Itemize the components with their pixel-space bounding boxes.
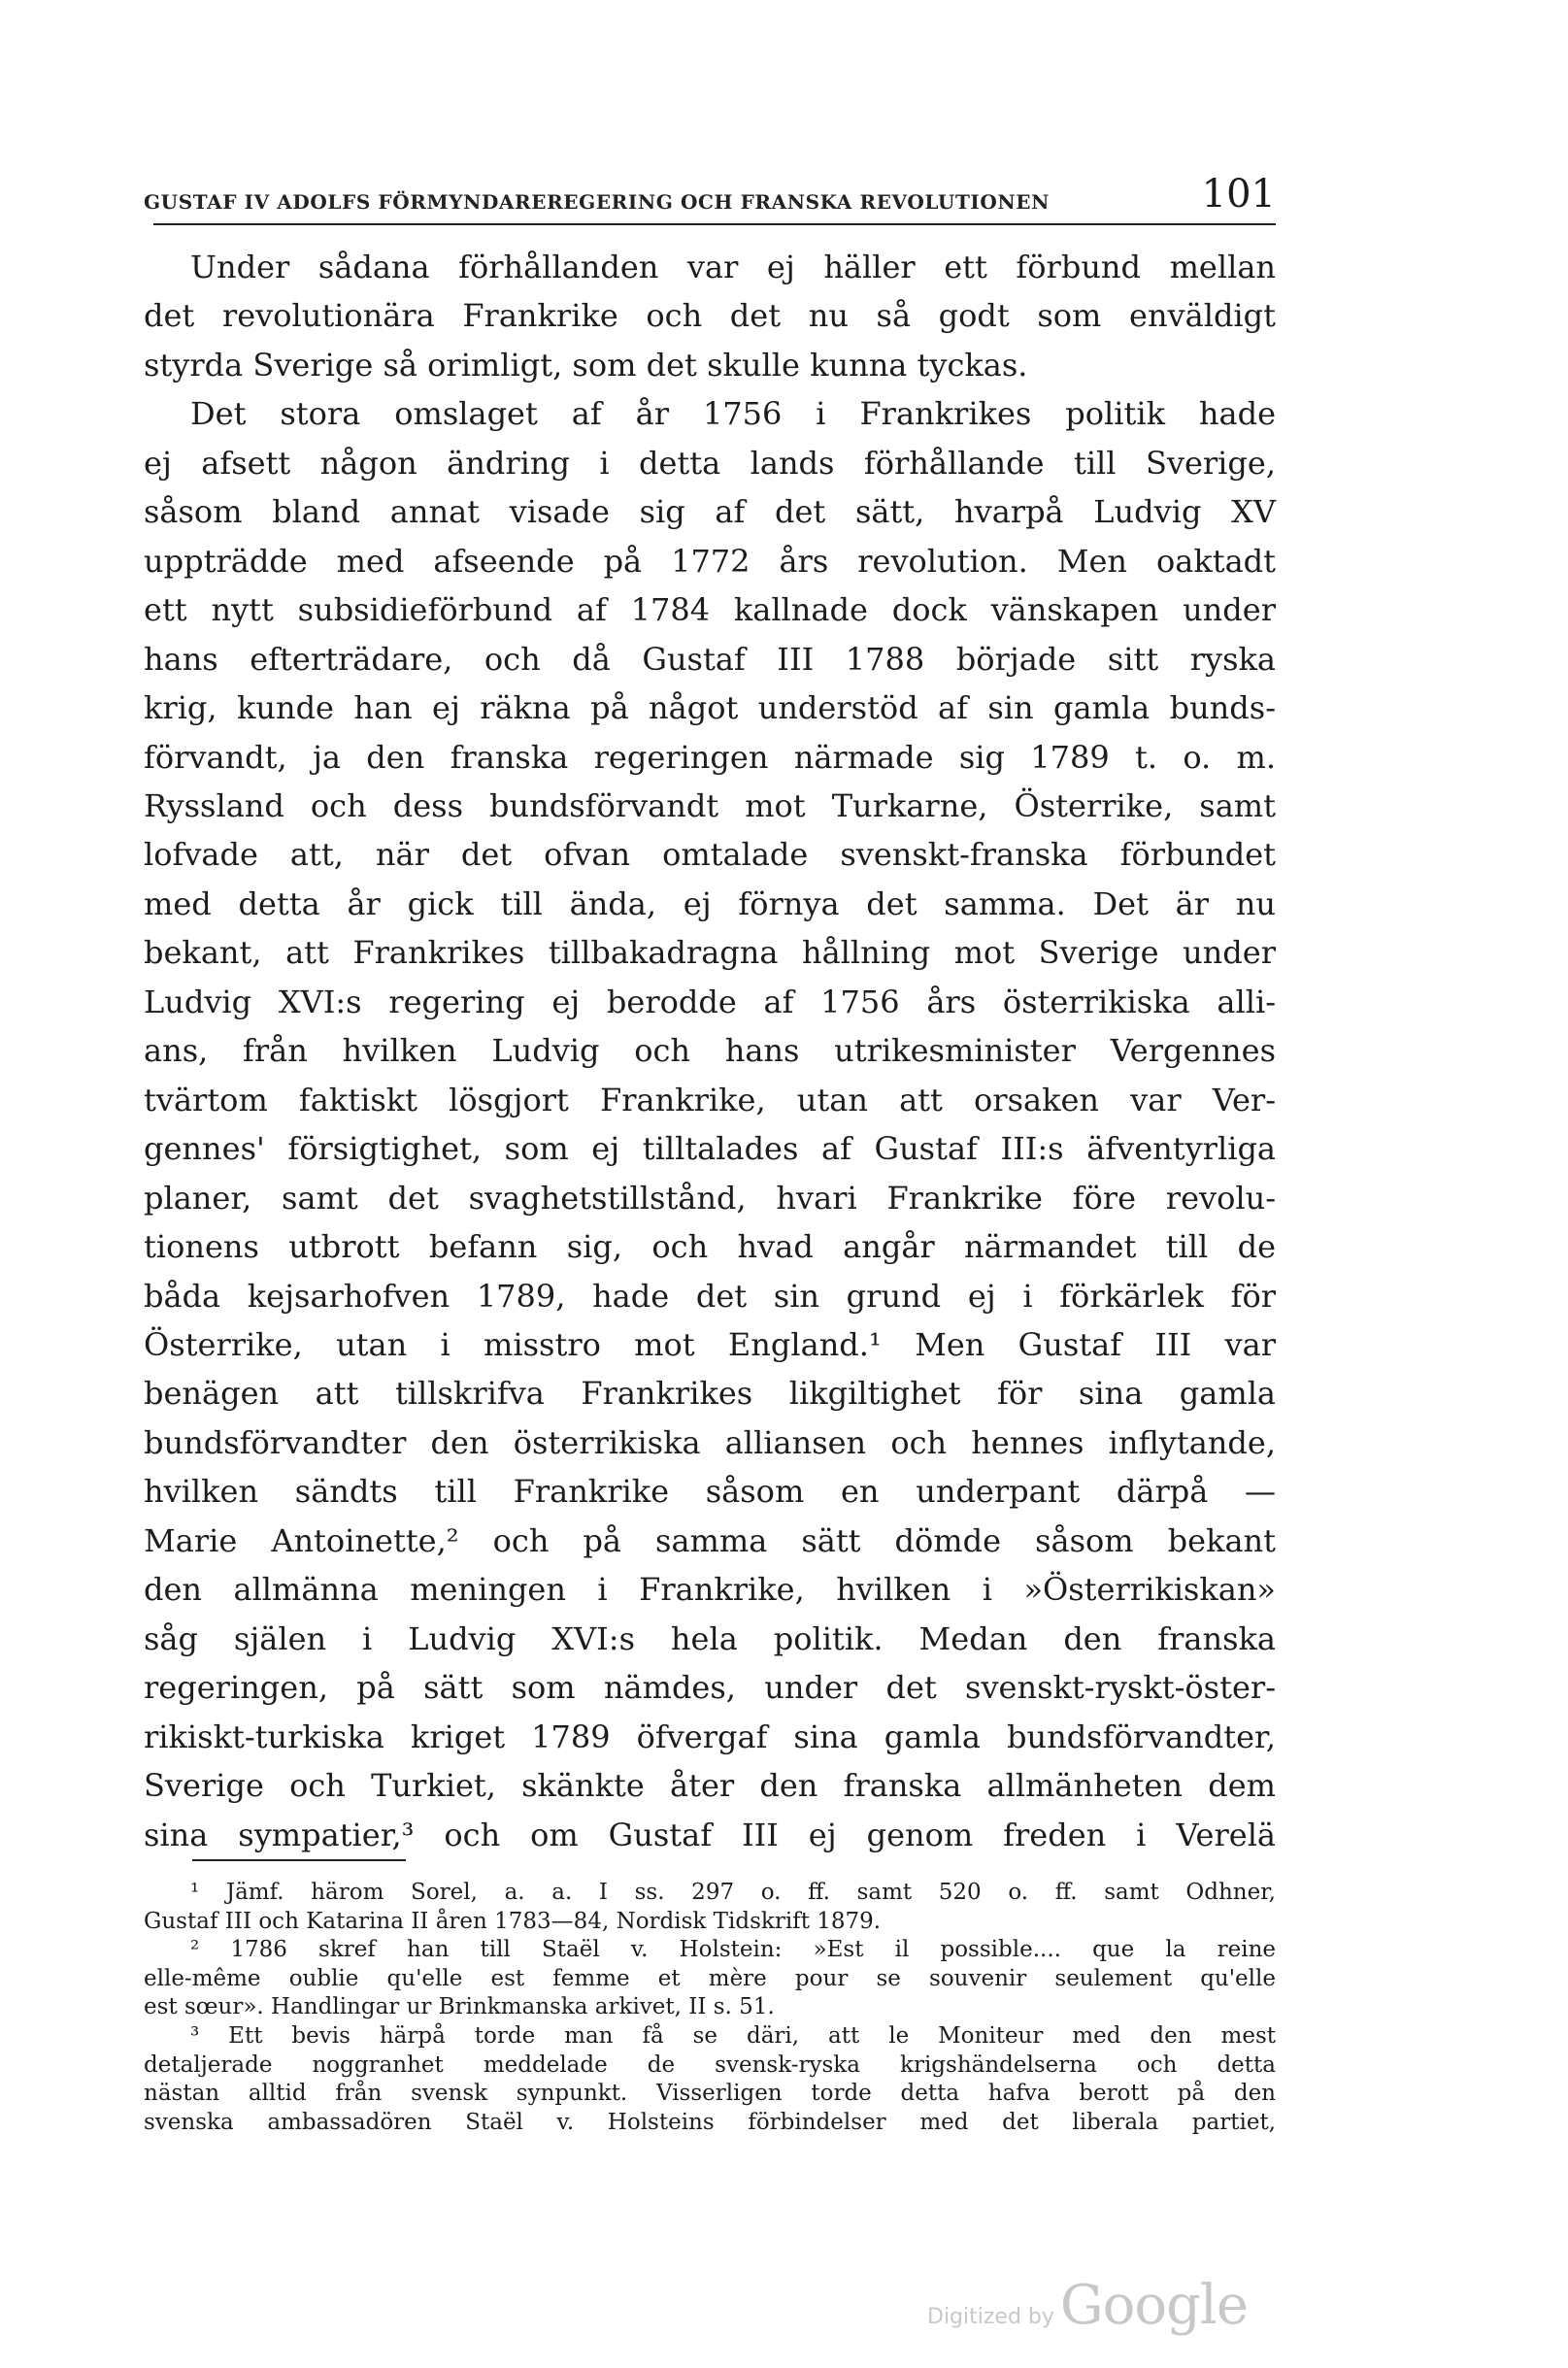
footnote-line: elle-même oublie qu'elle est femme et mère pour se souvenir seulement qu'elle: [144, 1965, 1276, 1991]
footnote-line: nästan alltid från svensk synpunkt. Visserligen torde detta hafva berott på den: [144, 2081, 1276, 2107]
body-line: styrda Sverige så orimligt, som det skulle kunna tyckas.: [144, 346, 1028, 384]
body-line: krig, kunde han ej räkna på något understöd af sin gamla bunds-: [144, 689, 1276, 727]
body-line: tvärtom faktiskt lösgjort Frankrike, utan att orsaken var Ver-: [144, 1081, 1276, 1118]
body-line: Ryssland och dess bundsförvandt mot Turkarne, Österrike, samt: [144, 786, 1276, 824]
body-line: lofvade att, när det ofvan omtalade svenskt-franska förbundet: [144, 836, 1276, 874]
body-line: den allmänna meningen i Frankrike, hvilken i »Österrikiskan»: [144, 1571, 1276, 1609]
page-number: 101: [1201, 172, 1276, 217]
body-line: tionens utbrott befann sig, och hvad angår närmandet till de: [144, 1228, 1276, 1266]
body-line: ej afsett någon ändring i detta lands förhållande till Sverige,: [144, 444, 1276, 482]
body-line: båda kejsarhofven 1789, hade det sin grund ej i förkärlek för: [144, 1277, 1276, 1315]
body-line: det revolutionära Frankrike och det nu så godt som enväldigt: [144, 297, 1276, 335]
body-line: såsom bland annat visade sig af det sätt, hvarpå Ludvig XV: [144, 493, 1276, 531]
footnote-line: ¹ Jämf. härom Sorel, a. a. I ss. 297 o. ff. samt 520 o. ff. samt Odhner,: [190, 1880, 1276, 1905]
running-header: [144, 155, 1276, 217]
body-text: [144, 243, 1276, 1859]
running-header-title: GUSTAF IV ADOLFS FÖRMYNDAREREGERING OCH FRANSKA REVOLUTIONEN: [144, 190, 1051, 214]
footnotes: [144, 1879, 1276, 2137]
body-line: bundsförvandter den österrikiska alliansen och hennes inflytande,: [144, 1423, 1276, 1461]
body-line: Österrike, utan i misstro mot England.¹ Men Gustaf III var: [144, 1325, 1276, 1363]
footnote-line: ² 1786 skref han till Staël v. Holstein: »Est il possible.... que la reine: [190, 1937, 1276, 1963]
footnote-line: detaljerade noggranhet meddelade de svensk-ryska krigshändelserna och detta: [144, 2051, 1276, 2078]
body-line: ans, från hvilken Ludvig och hans utrikesminister Vergennes: [144, 1032, 1276, 1070]
body-line: Ludvig XVI:s regering ej berodde af 1756 års österrikiska alli-: [144, 983, 1276, 1020]
body-line: förvandt, ja den franska regeringen närmade sig 1789 t. o. m.: [144, 738, 1276, 776]
body-line: planer, samt det svaghetstillstånd, hvari Frankrike före revolu-: [144, 1179, 1276, 1217]
digitized-prefix: Digitized by: [927, 2305, 1054, 2329]
body-line: Det stora omslaget af år 1756 i Frankrikes politik hade: [190, 395, 1276, 433]
header-rule: [153, 223, 1276, 225]
body-line: Sverige och Turkiet, skänkte åter den franska allmänheten dem: [144, 1767, 1276, 1805]
digitized-watermark: [927, 2274, 1248, 2342]
body-line: uppträdde med afseende på 1772 års revolution. Men oaktadt: [144, 542, 1276, 580]
body-line: benägen att tillskrifva Frankrikes likgiltighet för sina gamla: [144, 1375, 1276, 1413]
body-line: rikiskt-turkiska kriget 1789 öfvergaf sina gamla bundsförvandter,: [144, 1718, 1276, 1755]
body-line: hans efterträdare, och då Gustaf III 1788 började sitt ryska: [144, 640, 1276, 678]
footnote-line: svenska ambassadören Staël v. Holsteins förbindelser med det liberala partiet,: [144, 2109, 1276, 2135]
footnote-rule: [192, 1859, 406, 1861]
footnote-line: est sœur». Handlingar ur Brinkmanska arkivet, II s. 51.: [144, 1994, 775, 2020]
body-line: ett nytt subsidieförbund af 1784 kallnade dock vänskapen under: [144, 591, 1276, 629]
body-line: regeringen, på sätt som nämdes, under det svenskt-ryskt-öster-: [144, 1669, 1276, 1707]
body-line: hvilken sändts till Frankrike såsom en underpant därpå —: [144, 1473, 1276, 1511]
google-logo: Google: [1059, 2274, 1248, 2337]
body-line: bekant, att Frankrikes tillbakadragna hållning mot Sverige under: [144, 934, 1276, 972]
body-line: Under sådana förhållanden var ej häller ett förbund mellan: [190, 249, 1276, 285]
body-line: gennes' försigtighet, som ej tilltalades af Gustaf III:s äfventyrliga: [144, 1130, 1276, 1168]
body-line: såg själen i Ludvig XVI:s hela politik. Medan den franska: [144, 1619, 1276, 1657]
footnote-line: ³ Ett bevis härpå torde man få se däri, att le Moniteur med den mest: [190, 2022, 1276, 2049]
body-line: med detta år gick till ända, ej förnya det samma. Det är nu: [144, 884, 1276, 922]
footnote-line: Gustaf III och Katarina II åren 1783—84, Nordisk Tidskrift 1879.: [144, 1908, 882, 1934]
body-line: sina sympatier,³ och om Gustaf III ej genom freden i Verelä: [144, 1816, 1276, 1853]
body-line: Marie Antoinette,² och på samma sätt dömde såsom bekant: [144, 1521, 1276, 1559]
